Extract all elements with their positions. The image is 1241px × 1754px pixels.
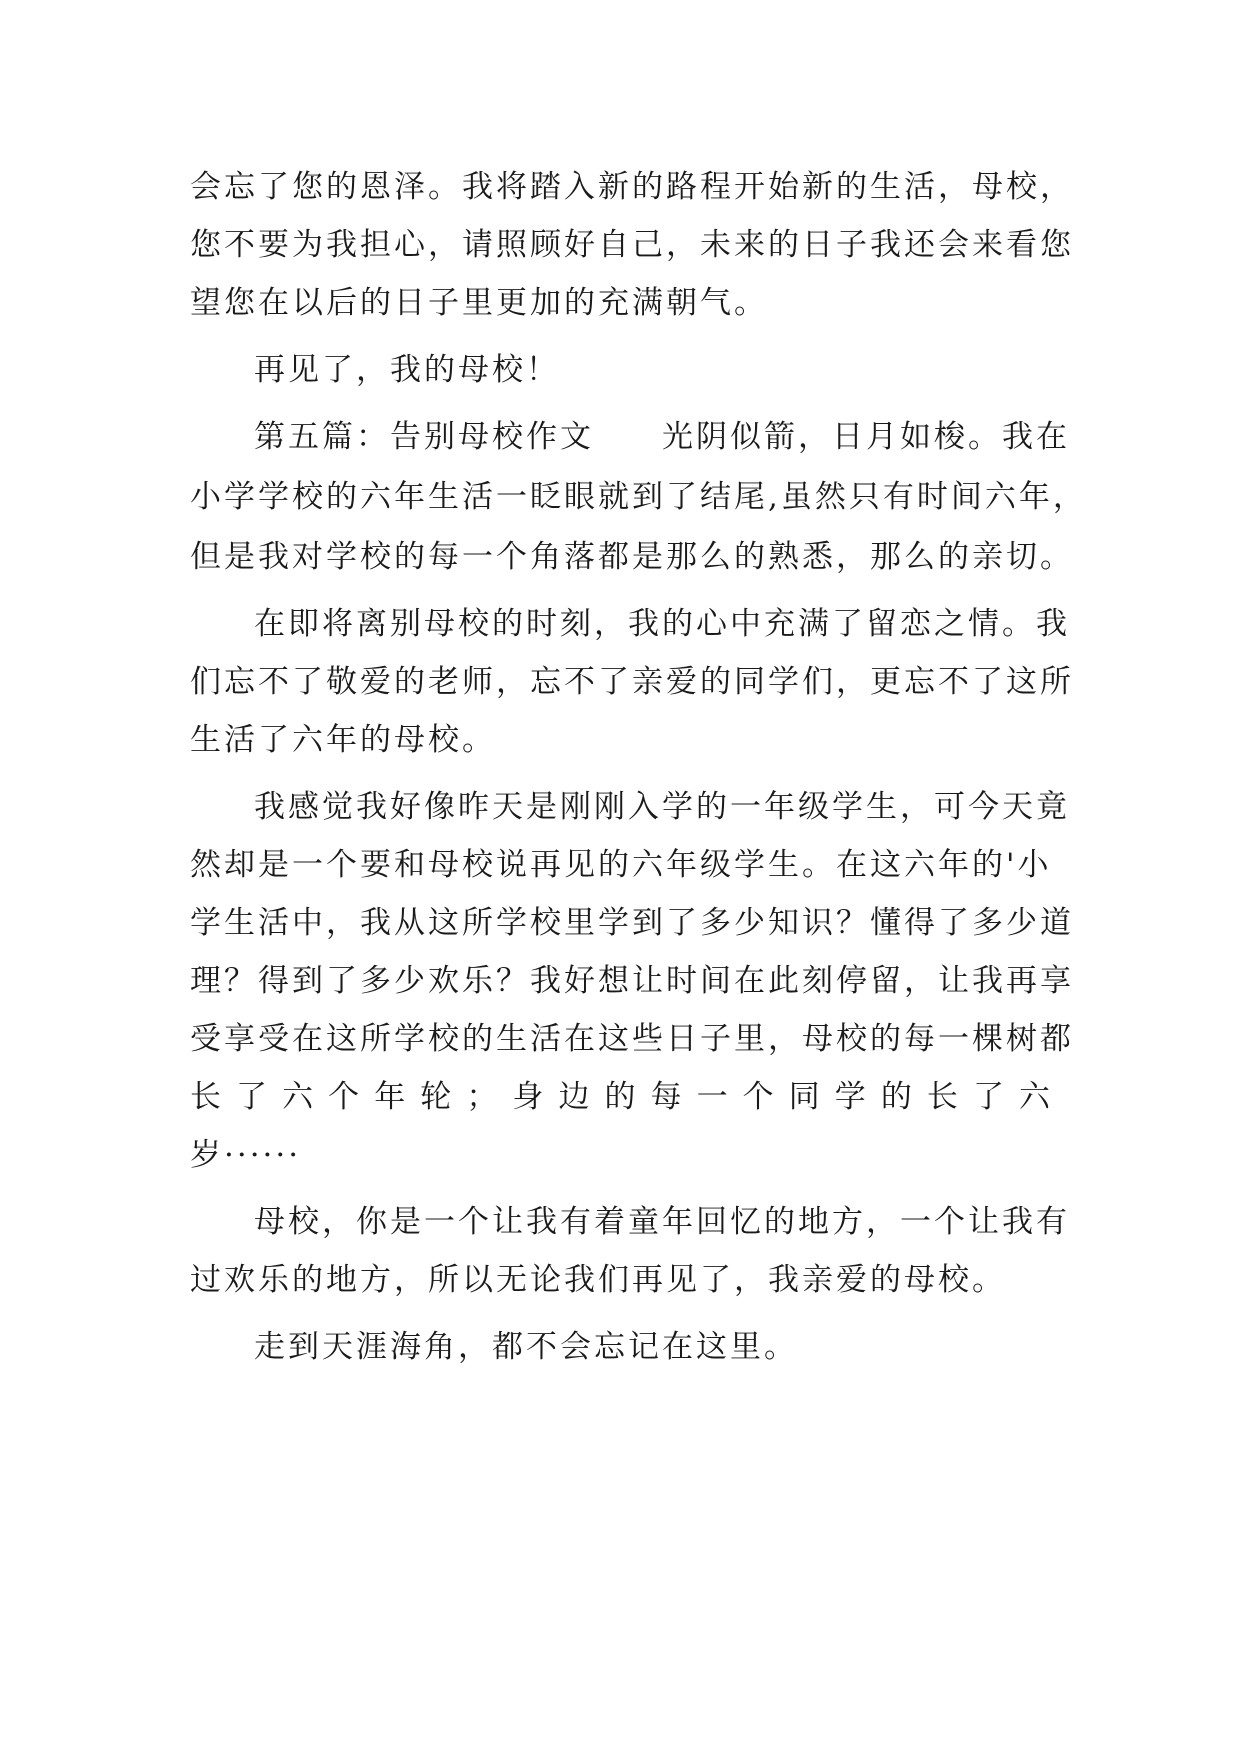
text-line: 生活了六年的母校。	[190, 722, 496, 758]
text-line: 然却是一个要和母校说再见的六年级学生。在这六年的'小	[190, 847, 1052, 883]
text-line: 我感觉我好像昨天是刚刚入学的一年级学生，可今天竟	[254, 789, 1070, 825]
text-line: 小学学校的六年生活一眨眼就到了结尾,虽然只有时间六年，	[190, 479, 1087, 515]
text-line: 岁······	[190, 1137, 302, 1173]
text-line: 但是我对学校的每一个角落都是那么的熟悉，那么的亲切。	[190, 539, 1074, 575]
text-line: 在即将离别母校的时刻，我的心中充满了留恋之情。我	[254, 606, 1070, 642]
text-line: 会忘了您的恩泽。我将踏入新的路程开始新的生活，母校，	[190, 169, 1074, 205]
document-body	[190, 158, 1087, 1376]
text-line: 理？得到了多少欢乐？我好想让时间在此刻停留，让我再享	[190, 963, 1074, 999]
section-heading: 第五篇：告别母校作文 光阴似箭，日月如梭。我在	[254, 419, 1070, 455]
text-line: 望您在以后的日子里更加的充满朝气。	[190, 285, 768, 321]
text-line: 再见了，我的母校！	[254, 352, 560, 388]
text-line: 长了六个年轮；身边的每一个同学的长了六	[190, 1079, 1050, 1115]
text-line: 走到天涯海角，都不会忘记在这里。	[254, 1329, 798, 1365]
text-line: 您不要为我担心，请照顾好自己，未来的日子我还会来看您	[190, 227, 1074, 263]
text-line: 受享受在这所学校的生活在这些日子里，母校的每一棵树都	[190, 1021, 1074, 1057]
text-line: 母校，你是一个让我有着童年回忆的地方，一个让我有	[254, 1204, 1070, 1240]
text-line: 学生活中，我从这所学校里学到了多少知识？懂得了多少道	[190, 905, 1074, 941]
text-line: 们忘不了敬爱的老师，忘不了亲爱的同学们，更忘不了这所	[190, 664, 1074, 700]
text-line: 过欢乐的地方，所以无论我们再见了，我亲爱的母校。	[190, 1262, 1006, 1298]
